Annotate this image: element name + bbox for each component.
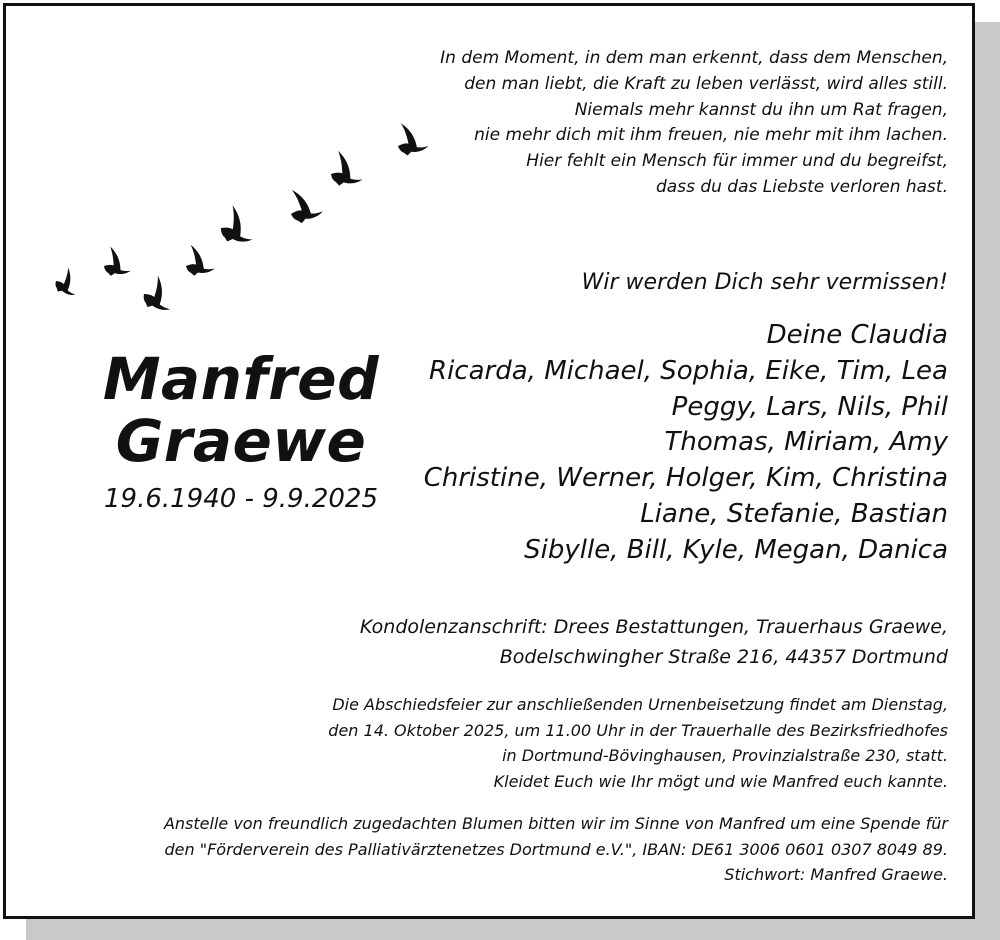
mourner-line: Thomas, Miriam, Amy	[664, 427, 948, 458]
bird-icon	[289, 187, 324, 224]
mourner-line: Ricarda, Michael, Sophia, Eike, Tim, Lea	[429, 355, 948, 386]
donation-line: Anstelle von freundlich zugedachten Blumen bitten wir im Sinne von Manfred um eine Spende für	[163, 814, 948, 833]
bird-icon	[103, 246, 135, 279]
condolence-address	[248, 612, 948, 672]
donation-info	[48, 811, 948, 888]
mourner-line: Sibylle, Bill, Kyle, Megan, Danica	[524, 534, 948, 565]
poem-line: dass du das Liebste verloren hast.	[656, 176, 948, 197]
poem-line: nie mehr dich mit ihm freuen, nie mehr mit ihm lachen.	[474, 125, 948, 146]
donation-line: Stichwort: Manfred Graewe.	[724, 865, 948, 884]
first-name: Manfred	[102, 345, 380, 413]
mourners-list	[388, 318, 948, 569]
poem-line: In dem Moment, in dem man erkennt, dass dem Menschen,	[440, 48, 948, 68]
mourner-line: Christine, Werner, Holger, Kim, Christina	[423, 463, 948, 494]
last-name: Graewe	[115, 407, 367, 475]
mourner-line: Peggy, Lars, Nils, Phil	[671, 391, 948, 422]
service-line: Die Abschiedsfeier zur anschließenden Urnenbeisetzung findet am Dienstag,	[332, 695, 948, 714]
poem	[388, 46, 948, 201]
bird-icon	[139, 274, 181, 317]
mourner-line: Liane, Stefanie, Bastian	[640, 498, 948, 529]
poem-line: Niemals mehr kannst du ihn um Rat fragen,	[574, 99, 948, 120]
bird-icon	[217, 204, 261, 249]
service-info	[188, 692, 948, 794]
mourner-line: Deine Claudia	[766, 320, 948, 350]
address-line: Kondolenzanschrift: Drees Bestattungen, Trauerhaus Graewe,	[359, 616, 948, 638]
bird-icon	[52, 266, 86, 301]
bird-icon	[185, 244, 216, 277]
poem-line: Hier fehlt ein Mensch für immer und du begreifst,	[526, 151, 948, 172]
address-line: Bodelschwingher Straße 216, 44357 Dortmund	[499, 646, 948, 668]
flying-birds-icon	[46, 116, 446, 326]
donation-line: den "Förderverein des Palliativärztenetzes Dortmund e.V.", IBAN: DE61 3006 0601 0307 8049 89.	[164, 839, 948, 859]
bird-icon	[398, 123, 428, 155]
life-dates: 19.6.1940 - 9.9.2025	[103, 484, 378, 514]
service-line: Kleidet Euch wie Ihr mögt und wie Manfred euch kannte.	[493, 771, 948, 791]
deceased-name	[66, 345, 416, 475]
miss-line: Wir werden Dich sehr vermissen!	[581, 270, 948, 295]
bird-icon	[329, 150, 366, 189]
poem-line: den man liebt, die Kraft zu leben verlässt, wird alles still.	[464, 73, 948, 94]
service-line: den 14. Oktober 2025, um 11.00 Uhr in der Trauerhalle des Bezirksfriedhofes	[328, 720, 948, 740]
service-line: in Dortmund-Bövinghausen, Provinzialstraße 230, statt.	[502, 746, 948, 765]
obituary-card	[3, 3, 975, 919]
